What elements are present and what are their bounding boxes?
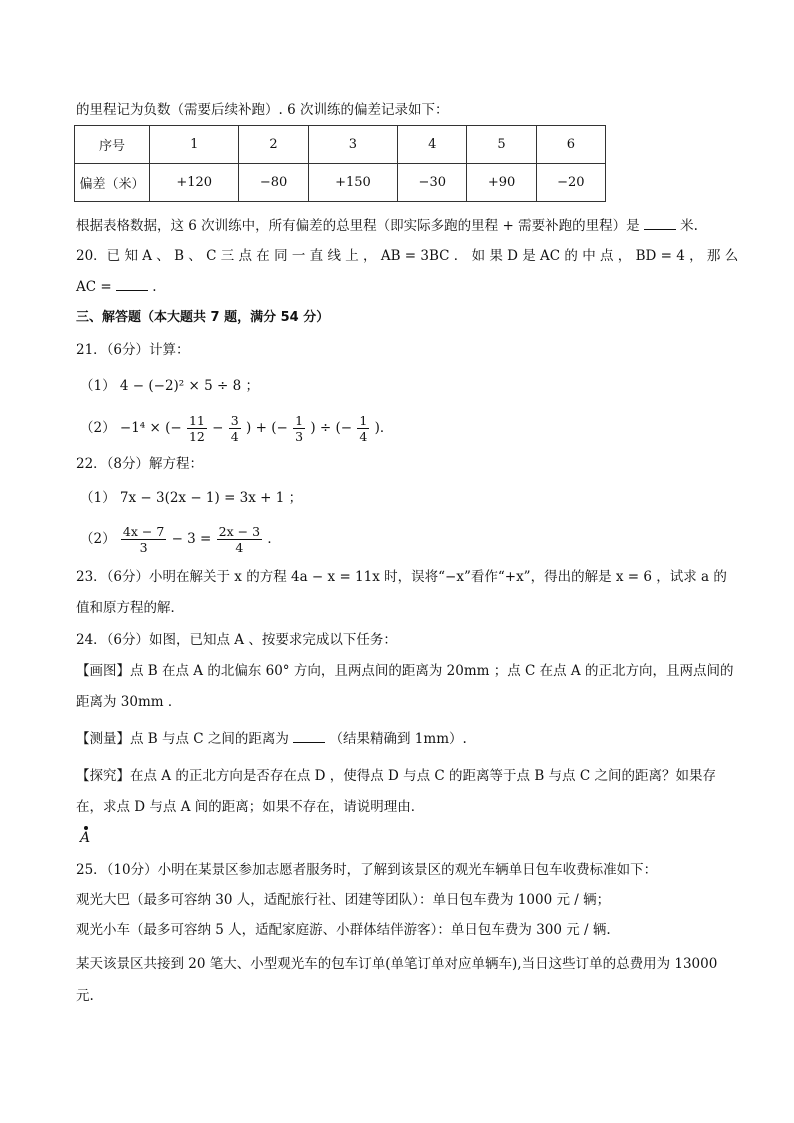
answer-blank[interactable] xyxy=(116,276,148,291)
fraction xyxy=(121,524,166,555)
q22-heading: 22．（8分）解方程： xyxy=(76,456,204,472)
table-cell: +120 xyxy=(150,164,239,202)
table-cell: −20 xyxy=(536,164,605,202)
expr-text: （2） −1⁴ × (− xyxy=(80,420,182,436)
fraction xyxy=(357,413,369,444)
expr-text: ) ÷ (− xyxy=(310,420,353,436)
q25-line4: 某天该景区共接到 20 笔大、小型观光车的包车订单(单笔订单对应单辆车),当日这些订单的总费用为 13000 xyxy=(76,956,718,972)
q25-line2: 观光大巴（最多可容纳 30 人，适配旅行社、团建等团队）：单日包车费为 1000 元 / 辆； xyxy=(76,892,611,908)
q19-text: 根据表格数据，这 6 次训练中，所有偏差的总里程（即实际多跑的里程 + 需要补跑的里程）是 xyxy=(76,218,640,234)
numerator: 1 xyxy=(359,413,368,428)
q22-part1: （1） 7x − 3(2x − 1) = 3x + 1 ； xyxy=(80,490,303,506)
expr-text: − 3 = xyxy=(171,531,212,547)
table-cell: 2 xyxy=(239,126,308,164)
table-header-cell: 偏差（米） xyxy=(75,164,150,202)
q24-heading: 24．（6分）如图，已知点 A 、按要求完成以下任务： xyxy=(76,632,397,648)
q21-part1: （1） 4 − (−2)² × 5 ÷ 8 ； xyxy=(80,378,259,394)
denominator: 4 xyxy=(359,429,368,444)
q24-measure-text: 【测量】点 B 与点 C 之间的距离为 xyxy=(76,731,289,747)
denominator: 3 xyxy=(139,540,148,555)
expr-text: )． xyxy=(374,420,394,436)
section-3-heading: 三、解答题（本大题共 7 题，满分 54 分） xyxy=(76,310,330,325)
q22-part2 xyxy=(80,521,281,557)
q20-end: . xyxy=(152,279,157,295)
q21-part2 xyxy=(80,410,393,446)
denominator: 3 xyxy=(295,429,304,444)
answer-blank[interactable] xyxy=(644,215,676,230)
q24-measure-end: （结果精确到 1mm）. xyxy=(329,731,467,747)
table-cell: 6 xyxy=(536,126,605,164)
q24-explore-line2: 在，求点 D 与点 A 间的距离；如果不存在，请说明理由． xyxy=(76,799,425,815)
table-cell: 3 xyxy=(308,126,397,164)
table-row xyxy=(75,164,606,202)
q23-line2: 值和原方程的解． xyxy=(76,600,184,616)
denominator: 4 xyxy=(230,429,239,444)
answer-blank[interactable] xyxy=(293,728,325,743)
table-cell: 1 xyxy=(150,126,239,164)
fraction xyxy=(293,413,305,444)
expr-text: ． xyxy=(267,531,281,547)
q20-line1: 20．已 知 A 、 B 、 C 三 点 在 同 一 直 线 上 ， AB = 3BC ． 如 果 D 是 AC 的 中 点 ， BD = 4 ， 那 么 xyxy=(76,248,739,264)
q20-ac: AC = xyxy=(76,279,112,295)
point-a-label: A xyxy=(80,830,91,846)
q25-line1: 25．（10分）小明在某景区参加志愿者服务时，了解到该景区的观光车辆单日包车收费标准如下： xyxy=(76,862,658,878)
numerator: 1 xyxy=(295,413,304,428)
fraction xyxy=(187,413,207,444)
table-header-cell: 序号 xyxy=(75,126,150,164)
deviation-table xyxy=(74,125,606,202)
table-cell: −80 xyxy=(239,164,308,202)
denominator: 4 xyxy=(235,540,244,555)
q23-line1: 23．（6分）小明在解关于 x 的方程 4a − x = 11x 时，误将“−x”看作“+x”，得出的解是 x = 6 ，试求 a 的 xyxy=(76,569,727,585)
expr-text: ) + (− xyxy=(246,420,288,436)
q24-draw-line1: 【画图】点 B 在点 A 的北偏东 60° 方向，且两点间的距离为 20mm ；点 C 在点 A 的正北方向，且两点间的 xyxy=(76,663,734,679)
q21-heading: 21．（6分）计算： xyxy=(76,342,190,358)
q24-explore-line1: 【探究】在点 A 的正北方向是否存在点 D ，使得点 D 与点 C 的距离等于点 B 与点 C 之间的距离？如果存 xyxy=(76,768,716,784)
q25-line5: 元. xyxy=(76,988,94,1004)
table-cell: +150 xyxy=(308,164,397,202)
intro-line: 的里程记为负数（需要后续补跑）. 6 次训练的偏差记录如下： xyxy=(76,102,449,118)
table-cell: 5 xyxy=(467,126,536,164)
table-row xyxy=(75,126,606,164)
q20-line2 xyxy=(76,276,157,297)
q24-draw-line2: 距离为 30mm ． xyxy=(76,694,182,710)
numerator: 3 xyxy=(230,413,239,428)
q19-end: 米. xyxy=(680,218,698,234)
table-cell: −30 xyxy=(398,164,467,202)
fraction xyxy=(229,413,241,444)
fraction xyxy=(217,524,262,555)
numerator: 4x − 7 xyxy=(122,524,165,539)
q24-measure xyxy=(76,728,467,749)
expr-text: （2） xyxy=(80,531,116,547)
q25-line3: 观光小车（最多可容纳 5 人，适配家庭游、小群体结伴游客）：单日包车费为 300 元 / 辆. xyxy=(76,922,611,938)
table-cell: 4 xyxy=(398,126,467,164)
table-cell: +90 xyxy=(467,164,536,202)
numerator: 11 xyxy=(188,413,205,428)
expr-text: − xyxy=(212,420,224,436)
numerator: 2x − 3 xyxy=(218,524,261,539)
q19-tail xyxy=(76,215,698,236)
denominator: 12 xyxy=(188,429,205,444)
